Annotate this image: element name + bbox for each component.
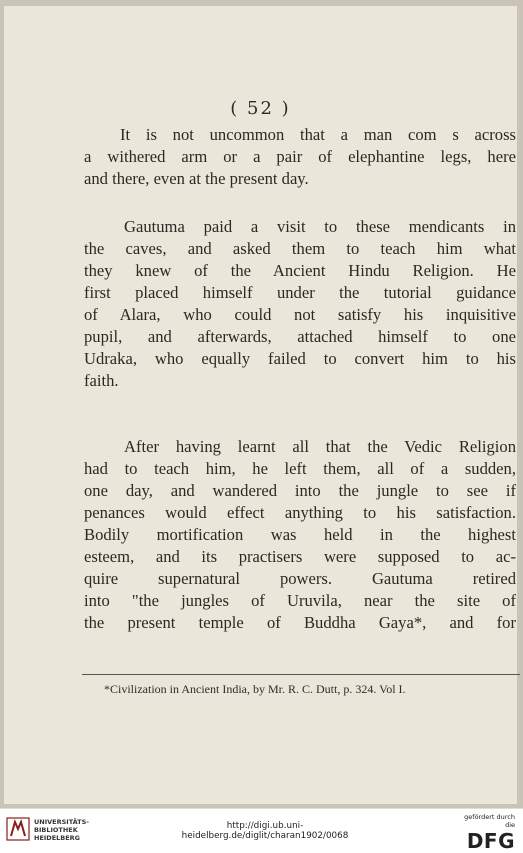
- text-line: quire supernatural powers. Gautuma retired: [84, 569, 516, 588]
- text-line: It is not uncommon that a man com s across: [120, 125, 516, 144]
- text-line: they knew of the Ancient Hindu Religion. He: [84, 261, 516, 280]
- dfg-logo[interactable]: [455, 813, 515, 853]
- text-line: had to teach him, he left them, all of a sudden,: [84, 459, 516, 478]
- permalink[interactable]: http://digi.ub.uni-heidelberg.de/diglit/charan1902/0068: [181, 821, 349, 841]
- paragraph-1: [84, 124, 516, 190]
- text-line: a withered arm or a pair of elephantine legs, here: [84, 147, 516, 166]
- text-line: After having learnt all that the Vedic Religion: [124, 437, 516, 456]
- paragraph-2: [84, 216, 516, 392]
- footnote: *Civilization in Ancient India, by Mr. R. C. Dutt, p. 324. Vol I.: [104, 682, 406, 696]
- library-name-line: UNIVERSITÄTS-: [34, 818, 89, 826]
- footnote-divider: [82, 674, 520, 675]
- text-line: faith.: [84, 371, 119, 390]
- text-line: of Alara, who could not satisfy his inquisitive: [84, 305, 516, 324]
- text-line: Bodily mortification was held in the highest: [84, 525, 516, 544]
- text-line: Udraka, who equally failed to convert him to his: [84, 349, 516, 368]
- page-number: ( 52 ): [230, 98, 291, 119]
- paragraph-3: [84, 436, 516, 634]
- funder-name: DFG: [466, 829, 515, 853]
- text-line: the caves, and asked them to teach him what: [84, 239, 516, 258]
- book-page: [4, 6, 517, 804]
- text-line: esteem, and its practisers were supposed to ac-: [84, 547, 516, 566]
- text-line: first placed himself under the tutorial guidance: [84, 283, 516, 302]
- text-line: the present temple of Buddha Gaya*, and for: [84, 613, 516, 632]
- text-line: into "the jungles of Uruvila, near the site of: [84, 591, 516, 610]
- heidelberg-library-logo-icon: [6, 817, 30, 841]
- text-line: and there, even at the present day.: [84, 169, 309, 188]
- library-name: [34, 818, 124, 842]
- text-line: Gautuma paid a visit to these mendicants in: [124, 217, 516, 236]
- text-line: pupil, and afterwards, attached himself to one: [84, 327, 516, 346]
- library-name-line: HEIDELBERG: [34, 834, 81, 842]
- text-line: one day, and wandered into the jungle to see if: [84, 481, 516, 500]
- viewer-footer: [0, 808, 523, 853]
- library-name-line: BIBLIOTHEK: [34, 826, 78, 834]
- text-line: penances would effect anything to his satisfaction.: [84, 503, 516, 522]
- library-logo[interactable]: [6, 815, 126, 845]
- funder-caption: gefördert durch die: [464, 813, 515, 829]
